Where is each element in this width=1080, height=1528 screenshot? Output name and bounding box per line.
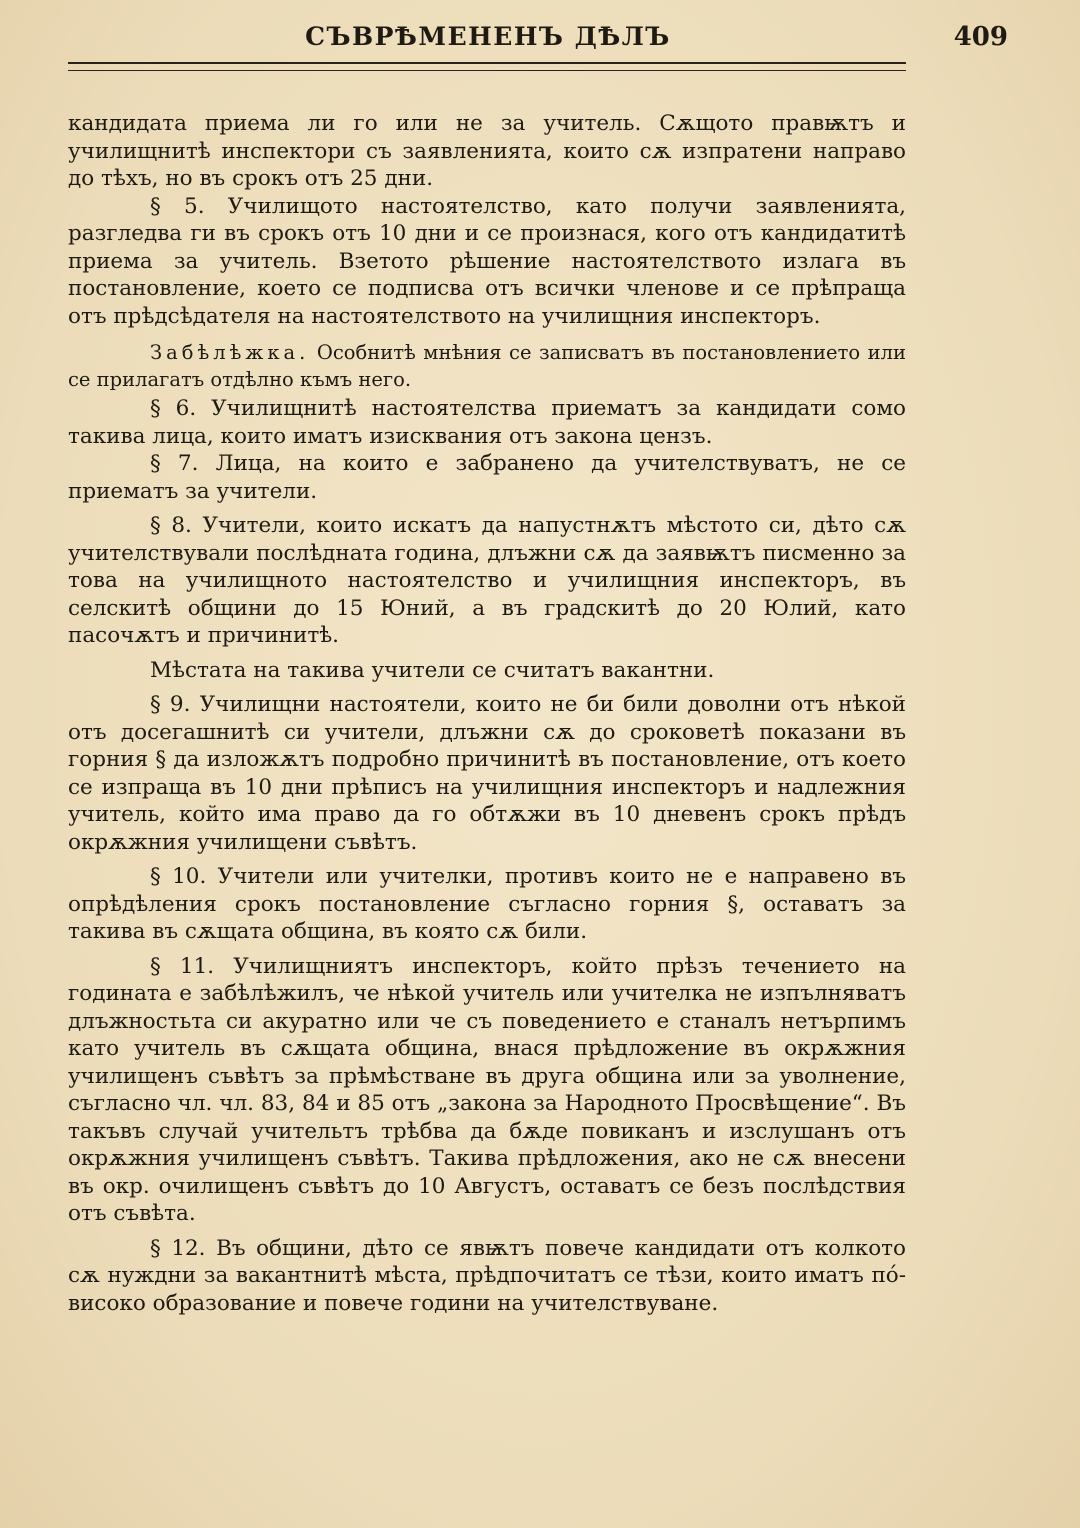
body-text	[68, 110, 906, 1317]
paragraph-section-8: § 8. Учители, които искатъ да напустнѫтъ мѣстото си, дѣто сѫ учителствували послѣдната година, длъжни сѫ да заявѭтъ писменно за това на училищното настоятелство и училищния инспекторъ, въ селскитѣ общини до 15 Юний, а въ градскитѣ до 20 Юлий, като пасочѫтъ и причинитѣ.	[68, 513, 906, 648]
running-title: СЪВРѢМЕНЕНЪ ДѢЛЪ	[305, 22, 671, 51]
paragraph-section-7: § 7. Лица, на които е забранено да учителствуватъ, не се приематъ за учители.	[68, 451, 906, 504]
paragraph-vacancies: Мѣстата на такива учители се считатъ вакантни.	[150, 657, 715, 683]
paragraph-section-5: § 5. Училищото настоятелство, като получи заявленията, разгледва ги въ срокъ отъ 10 дни и се произнася, кого отъ кандидатитѣ приема за учитель. Взетото рѣшение настоятелството излага въ постановление, което се подписва отъ всички членове и се прѣпраща отъ прѣдсѣдателя на настоятелството на училищния инспекторъ.	[68, 193, 906, 329]
paragraph-section-9: § 9. Училищни настоятели, които не би били доволни отъ нѣкой отъ досегашнитѣ си учители, длъжни сѫ до сроковетѣ показани въ горния § да изложѫтъ подробно причинитѣ въ постановление, отъ което се изпраща въ 10 дни прѣписъ на училищния инспекторъ и надлежния учитель, който има право да го обтѫжи въ 10 дневенъ срокъ прѣдъ окрѫжния училищени съвѣтъ.	[68, 692, 906, 855]
paragraph-section-10: § 10. Учители или учителки, противъ които не е направено въ опрѣдѣления срокъ постановление съгласно горния §, оставатъ за такива въ сѫщата община, въ която сѫ били.	[68, 864, 906, 944]
note-label: Забѣлѣжка.	[150, 341, 310, 364]
note-text: Особнитѣ мнѣния се записватъ въ постановлението или се прилагатъ отдѣлно къмъ него.	[68, 341, 906, 391]
note-paragraph	[68, 339, 906, 393]
page-header	[68, 22, 1008, 62]
paragraph-section-12: § 12. Въ общини, дѣто се явѭтъ повече кандидати отъ колкото сѫ нуждни за вакантнитѣ мѣста, прѣдпочитатъ се тѣзи, които иматъ по́-високо образование и повече години на учителствуване.	[68, 1235, 906, 1316]
paragraph-section-11: § 11. Училищниятъ инспекторъ, който прѣзъ течението на годината е забѣлѣжилъ, че нѣкой учитель или учителка не изпълняватъ длъжностьта си акуратно или че съ поведението е станалъ нетърпимъ като учитель въ сѫщата община, внася прѣдложение въ окрѫжния училищенъ съвѣтъ за прѣмѣстване въ друга община или за уволнение, съгласно чл. чл. 83, 84 и 85 отъ „закона за Народното Просвѣщение“. Въ такъвъ случай учительтъ трѣбва да бѫде повиканъ и изслушанъ отъ окрѫжния училищенъ съвѣтъ. Такива прѣдложения, ако не сѫ внесени въ окр. очилищенъ съвѣтъ до 10 Августъ, оставатъ се безъ послѣдствия отъ съвѣта.	[68, 953, 906, 1226]
page-number: 409	[953, 22, 1008, 52]
paragraph-1: кандидата приема ли го или не за учитель. Сѫщото правѭтъ и училищнитѣ инспектори съ заявленията, които сѫ изпратени направо до тѣхъ, но въ срокъ отъ 25 дни.	[68, 111, 906, 191]
header-rule	[68, 62, 906, 71]
paragraph-section-6: § 6. Училищнитѣ настоятелства приематъ за кандидати сомо такива лица, които иматъ изисквания отъ закона цензъ.	[68, 396, 906, 449]
